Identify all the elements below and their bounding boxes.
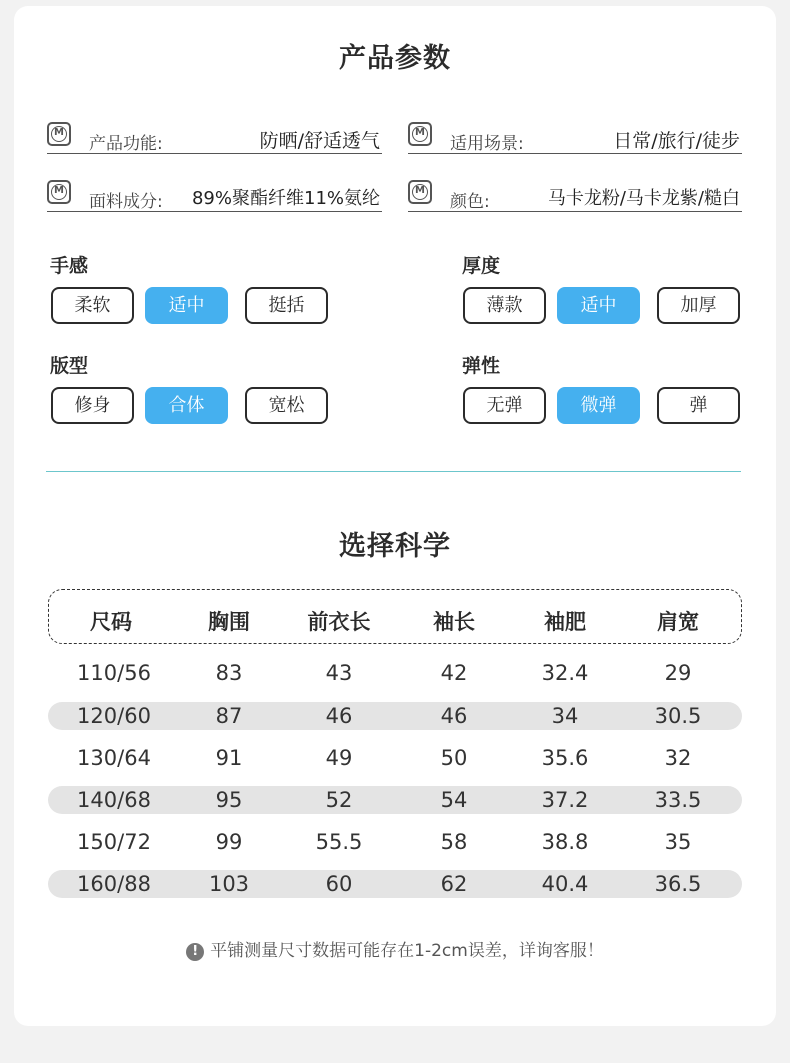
chip-hand-feel-crisp: 挺括 (245, 287, 328, 324)
table-row (48, 870, 742, 898)
cell-shoulder: 29 (664, 661, 692, 685)
chip-thickness-thick: 加厚 (657, 287, 740, 324)
cell-chest: 91 (215, 746, 243, 770)
cell-size: 110/56 (77, 661, 151, 685)
m-badge-icon: M (47, 180, 71, 204)
param-color (408, 178, 742, 212)
param-value: 89%聚酯纤维11%氨纶 (191, 188, 380, 209)
header-shoulder: 肩宽 (657, 610, 699, 634)
cell-length: 46 (325, 704, 353, 728)
section-divider (46, 471, 741, 472)
table-row (48, 744, 742, 772)
section-title-product-params: 产品参数 (339, 43, 451, 74)
chip-thickness-thin: 薄款 (463, 287, 546, 324)
param-label: 产品功能: (89, 134, 163, 154)
cell-length: 60 (325, 872, 353, 896)
cell-shoulder: 30.5 (654, 704, 702, 728)
chip-elasticity-stretch: 弹 (657, 387, 740, 424)
param-value: 马卡龙粉/马卡龙紫/糙白 (547, 188, 740, 209)
note-text: 平铺测量尺寸数据可能存在1-2cm误差，详询客服！ (210, 941, 604, 961)
cell-size: 130/64 (77, 746, 151, 770)
cell-size: 160/88 (77, 872, 151, 896)
chip-hand-feel-medium-selected: 适中 (145, 287, 228, 324)
table-row (48, 659, 742, 687)
cell-size: 140/68 (77, 788, 151, 812)
param-function (47, 120, 382, 154)
cell-shoulder: 33.5 (654, 788, 702, 812)
cell-shoulder: 32 (664, 746, 692, 770)
cell-sleeve-width: 34 (551, 704, 579, 728)
cell-sleeve-width: 40.4 (541, 872, 589, 896)
attr-title-thickness: 厚度 (462, 255, 501, 277)
param-label: 颜色: (450, 192, 490, 212)
param-value: 防晒/舒适透气 (259, 130, 380, 152)
cell-sleeve: 62 (440, 872, 468, 896)
cell-sleeve-width: 35.6 (541, 746, 589, 770)
cell-length: 55.5 (315, 830, 363, 854)
cell-size: 150/72 (77, 830, 151, 854)
attr-title-hand-feel: 手感 (50, 255, 89, 277)
chip-hand-feel-soft: 柔软 (51, 287, 134, 324)
m-badge-icon: M (408, 122, 432, 146)
chip-fit-loose: 宽松 (245, 387, 328, 424)
chip-elasticity-slight-selected: 微弹 (557, 387, 640, 424)
cell-size: 120/60 (77, 704, 151, 728)
cell-sleeve: 42 (440, 661, 468, 685)
measurement-note (0, 936, 790, 961)
cell-sleeve: 58 (440, 830, 468, 854)
cell-chest: 103 (208, 872, 250, 896)
cell-sleeve: 54 (440, 788, 468, 812)
m-badge-icon: M (47, 122, 71, 146)
chip-fit-regular-selected: 合体 (145, 387, 228, 424)
table-row (48, 786, 742, 814)
cell-sleeve-width: 32.4 (541, 661, 589, 685)
table-row (48, 828, 742, 856)
cell-sleeve-width: 37.2 (541, 788, 589, 812)
header-chest: 胸围 (208, 610, 250, 634)
param-scene (408, 120, 742, 154)
cell-length: 43 (325, 661, 353, 685)
chip-thickness-medium-selected: 适中 (557, 287, 640, 324)
cell-chest: 83 (215, 661, 243, 685)
param-label: 面料成分: (89, 192, 163, 212)
chip-elasticity-none: 无弹 (463, 387, 546, 424)
cell-length: 52 (325, 788, 353, 812)
cell-chest: 95 (215, 788, 243, 812)
exclamation-icon: ! (186, 943, 204, 961)
cell-shoulder: 36.5 (654, 872, 702, 896)
cell-sleeve: 50 (440, 746, 468, 770)
table-row (48, 702, 742, 730)
cell-length: 49 (325, 746, 353, 770)
header-size: 尺码 (90, 610, 132, 634)
cell-chest: 87 (215, 704, 243, 728)
cell-sleeve-width: 38.8 (541, 830, 589, 854)
attr-title-elasticity: 弹性 (462, 355, 501, 377)
cell-shoulder: 35 (664, 830, 692, 854)
param-label: 适用场景: (450, 134, 524, 154)
param-value: 日常/旅行/徒步 (613, 130, 740, 152)
attr-title-fit: 版型 (50, 355, 89, 377)
size-table-header (48, 589, 742, 644)
cell-chest: 99 (215, 830, 243, 854)
chip-fit-slim: 修身 (51, 387, 134, 424)
param-fabric (47, 178, 382, 212)
header-sleeve-width: 袖肥 (544, 610, 586, 634)
header-length: 前衣长 (307, 610, 371, 634)
section-title-size-chart: 选择科学 (339, 531, 451, 562)
header-sleeve: 袖长 (433, 610, 475, 634)
cell-sleeve: 46 (440, 704, 468, 728)
m-badge-icon: M (408, 180, 432, 204)
